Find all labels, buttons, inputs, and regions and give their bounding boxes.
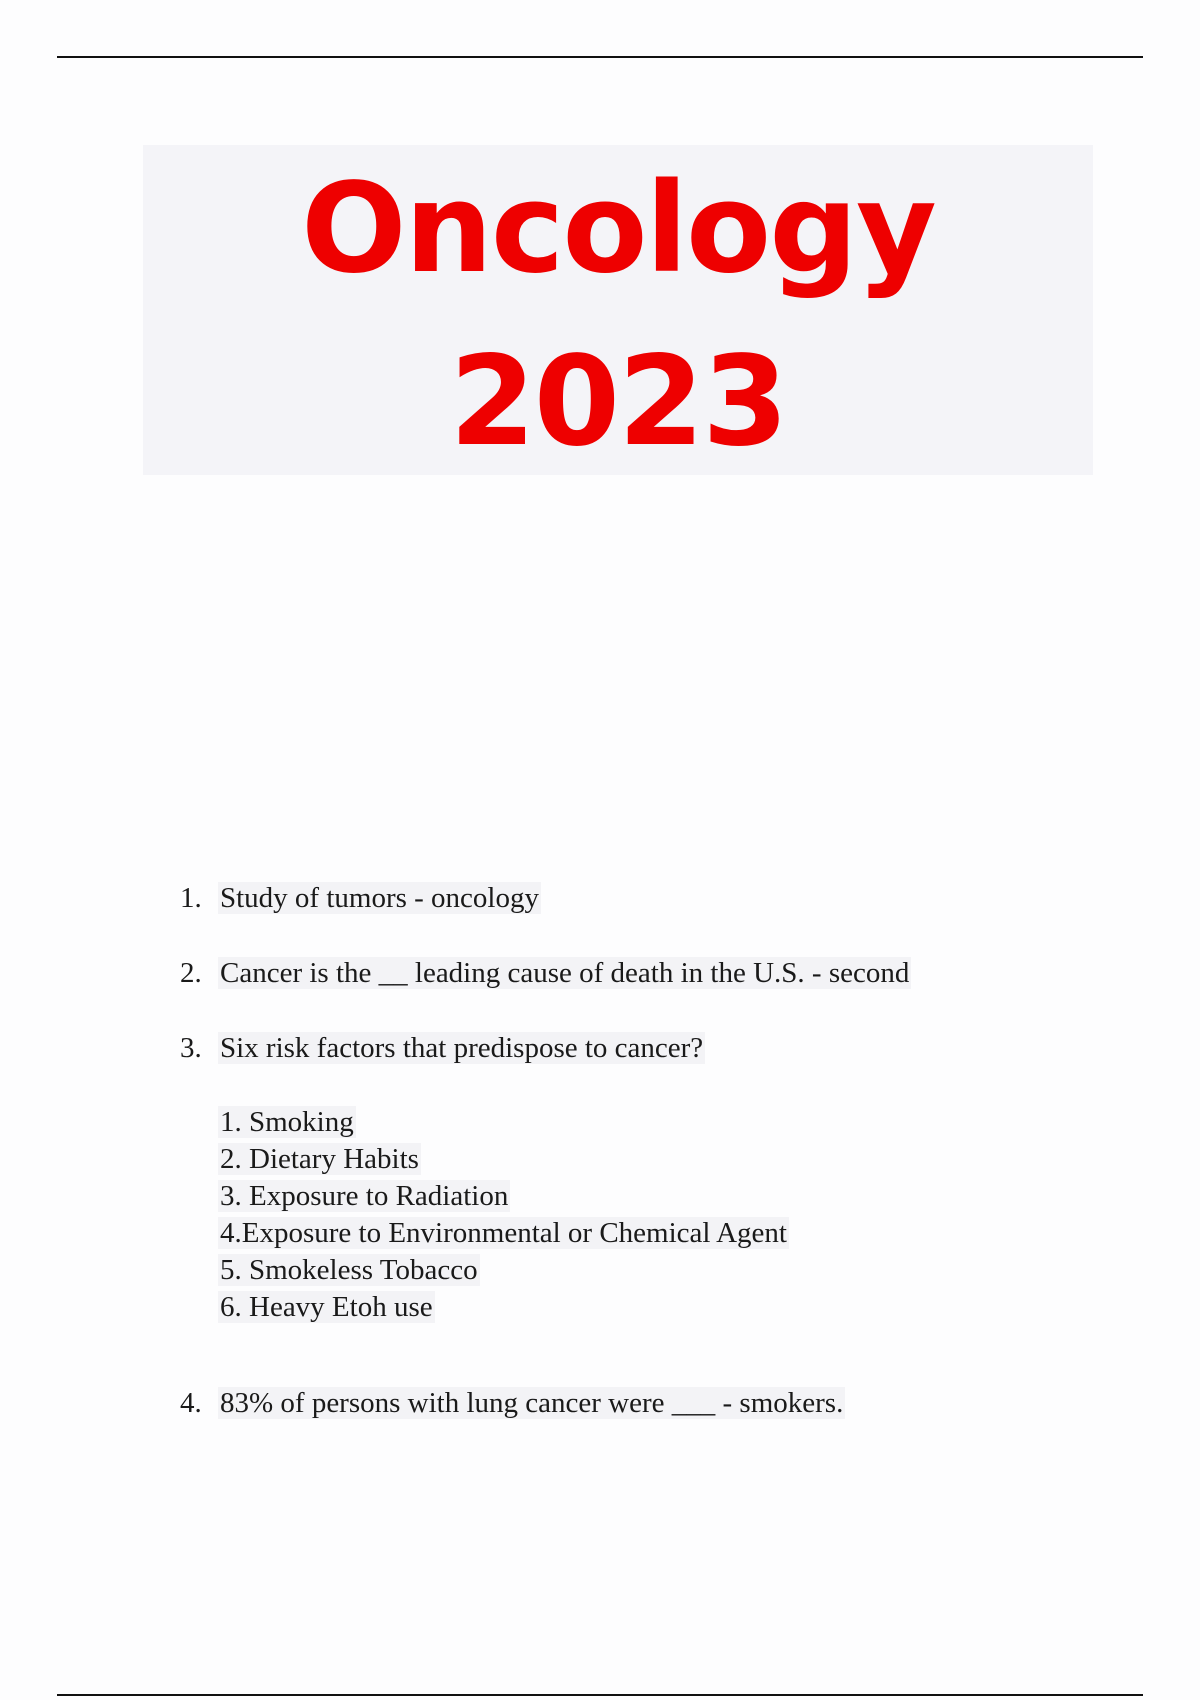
question-item-2 — [180, 955, 911, 991]
bottom-rule — [57, 1694, 1143, 1696]
top-rule — [57, 56, 1143, 58]
question-item-1 — [180, 880, 541, 916]
risk-factor-item — [218, 1252, 789, 1289]
title-banner — [143, 145, 1093, 475]
risk-factor-text: 2. Dietary Habits — [220, 1143, 419, 1175]
risk-factor-text: 6. Heavy Etoh use — [220, 1291, 433, 1323]
question-text: Study of tumors - oncology — [220, 882, 539, 914]
risk-factor-item — [218, 1104, 789, 1141]
risk-factor-item — [218, 1141, 789, 1178]
risk-factor-item — [218, 1178, 789, 1215]
question-text: 83% of persons with lung cancer were ___ - smokers. — [220, 1387, 844, 1419]
risk-factor-text: 5. Smokeless Tobacco — [220, 1254, 478, 1286]
risk-factor-text: 3. Exposure to Radiation — [220, 1180, 509, 1212]
question-item-3 — [180, 1030, 705, 1066]
question-number: 1. — [180, 882, 202, 914]
risk-factor-text: 1. Smoking — [220, 1106, 354, 1138]
question-text: Six risk factors that predispose to cancer? — [220, 1032, 704, 1064]
question-text: Cancer is the __ leading cause of death in the U.S. - second — [220, 957, 910, 989]
question-item-4 — [180, 1385, 845, 1421]
risk-factor-list — [218, 1104, 789, 1326]
document-year: 2023 — [449, 330, 787, 474]
question-number: 4. — [180, 1387, 202, 1419]
risk-factor-text: 4.Exposure to Environmental or Chemical Agent — [220, 1217, 787, 1249]
question-number: 2. — [180, 957, 202, 989]
document-title: Oncology — [301, 157, 935, 301]
question-number: 3. — [180, 1032, 202, 1064]
risk-factor-item — [218, 1215, 789, 1252]
risk-factor-item — [218, 1289, 789, 1326]
